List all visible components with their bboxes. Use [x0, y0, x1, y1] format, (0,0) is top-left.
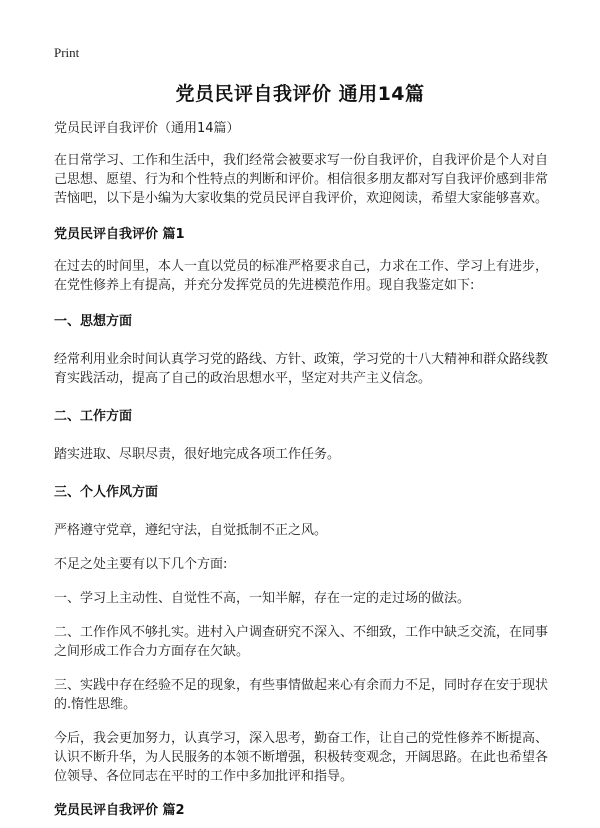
intro-paragraph: 在日常学习、工作和生活中，我们经常会被要求写一份自我评价，自我评价是个人对自己思想、愿望、行为和个性特点的判断和评价。相信很多朋友都对写自我评价感到非常苦恼吧，以下是小编为大家收集的党员民评自我评价，欢迎阅读，希望大家能够喜欢。: [54, 153, 549, 206]
page-title: 党员民评自我评价 通用14篇: [175, 83, 425, 105]
document-body: [54, 119, 550, 820]
shortcoming-2: 二、工作作风不够扎实。进村入户调查研究不深入、不细致，工作中缺乏交流，在同事之间形成工作合力方面存在欠缺。: [54, 625, 549, 659]
part-3-heading: 三、个人作风方面: [54, 485, 159, 500]
print-link[interactable]: Print: [54, 45, 80, 60]
conclusion-paragraph: 今后，我会更加努力，认真学习，深入思考，勤奋工作，让自己的党性修养不断提高、认识不断升华，为人民服务的本领不断增强，积极转变观念，开阔思路。在此也希望各位领导、各位同志在平时的工作中多加批评和指导。: [54, 731, 549, 784]
shortcoming-3: 三、实践中存在经验不足的现象，有些事情做起来心有余而力不足，同时存在安于现状的.惰性思维。: [54, 678, 549, 712]
shortcomings-intro: 不足之处主要有以下几个方面:: [54, 557, 228, 572]
section-1-intro: 在过去的时间里，本人一直以党员的标准严格要求自己，力求在工作、学习上有进步，在党性修养上有提高，并充分发挥党员的先进模范作用。现自我鉴定如下:: [54, 259, 549, 293]
part-2-heading: 二、工作方面: [54, 409, 133, 424]
part-3-body: 严格遵守党章，遵纪守法，自觉抵制不正之风。: [54, 523, 328, 538]
section-2-heading: 党员民评自我评价 篇2: [54, 803, 185, 818]
document-subtitle: 党员民评自我评价（通用14篇）: [54, 121, 240, 136]
section-1-heading: 党员民评自我评价 篇1: [54, 227, 185, 242]
part-2-body: 踏实进取、尽职尽责，很好地完成各项工作任务。: [54, 447, 341, 462]
part-1-body: 经常利用业余时间认真学习党的路线、方针、政策，学习党的十八大精神和群众路线教育实践活动，提高了自己的政治思想水平，坚定对共产主义信念。: [54, 352, 549, 386]
part-1-heading: 一、思想方面: [54, 314, 133, 329]
shortcoming-1: 一、学习上主动性、自觉性不高，一知半解，存在一定的走过场的做法。: [54, 591, 471, 606]
